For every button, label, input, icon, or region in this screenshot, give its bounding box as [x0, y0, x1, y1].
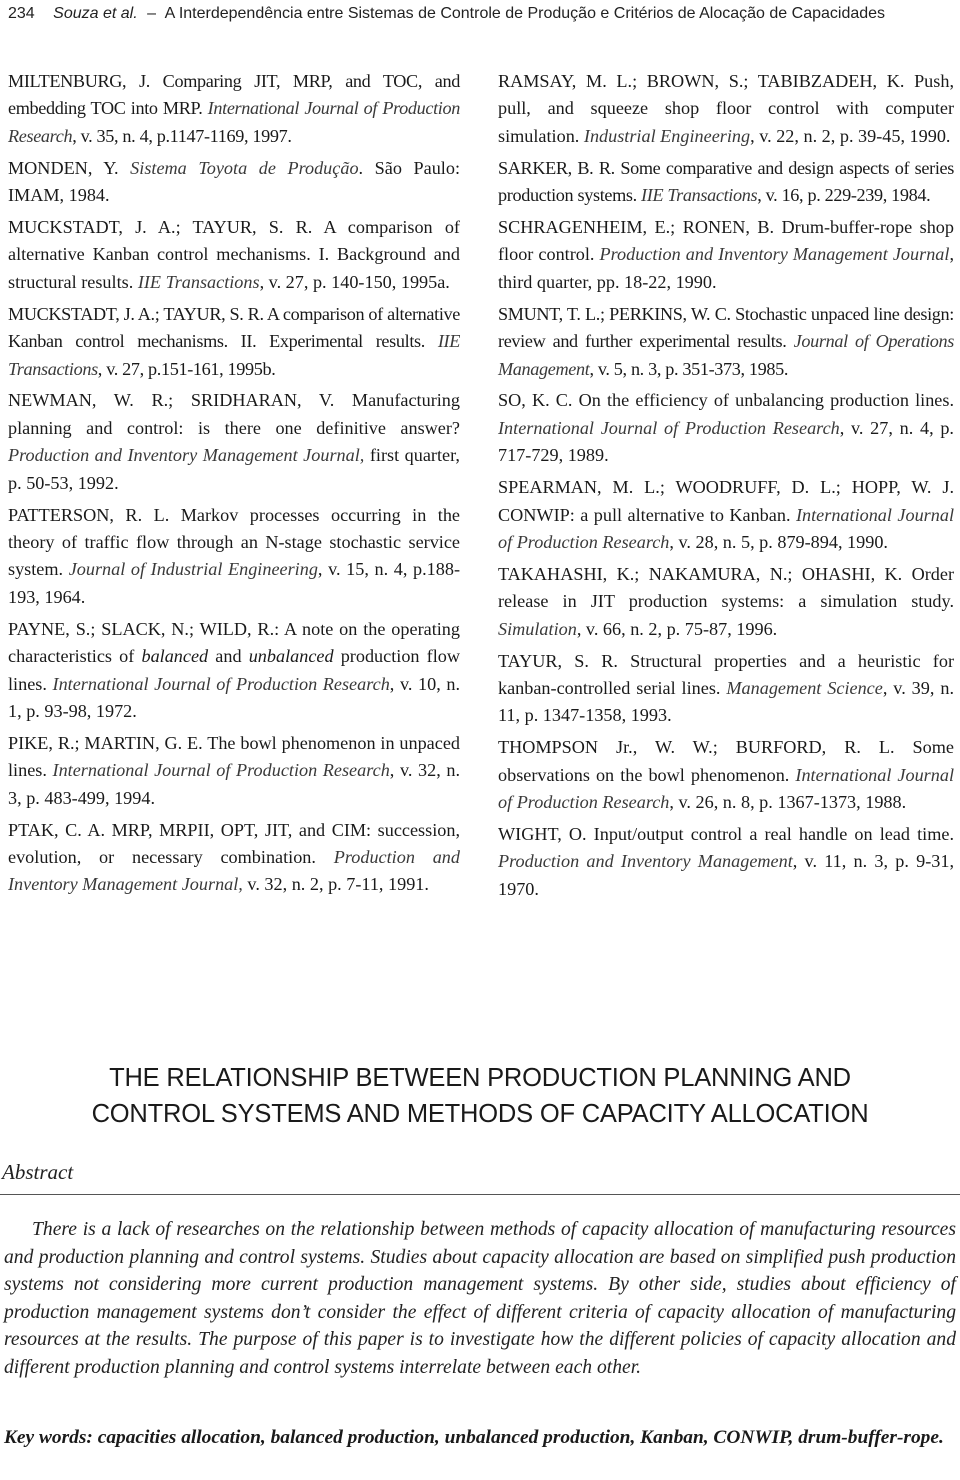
reference-emphasis: unbalanced — [248, 646, 334, 667]
reference-venue: Sistema Toyota de Produção — [130, 157, 359, 178]
reference-details: , v. 39, n. 11, p. 1347-1358, 1993. — [498, 678, 954, 726]
reference-venue: Production and Inventory Management — [498, 851, 793, 872]
reference-details: , v. 27, n. 4, p. 717-729, 1989. — [498, 417, 954, 466]
reference-item — [8, 68, 460, 150]
reference-details: , v. 15, n. 4, p.188-193, 1964. — [8, 559, 460, 607]
reference-venue: IIE Transactions — [641, 185, 758, 206]
reference-venue: IIE Transactions — [8, 331, 460, 379]
reference-details: , v. 35, n. 4, p.1147-1169, 1997. — [72, 125, 292, 146]
reference-details: , v. 66, n. 2, p. 75-87, 1996. — [576, 618, 778, 639]
reference-venue: International Journal of Production Research — [498, 504, 954, 552]
keywords-text: capacities allocation, balanced production, unbalanced production, Kanban, CONWIP, drum-buffer-rope. — [97, 1427, 944, 1448]
reference-details: , v. 27, p. 140-150, 1995a. — [259, 271, 450, 292]
reference-item — [498, 214, 954, 296]
keywords — [4, 1424, 960, 1451]
reference-item — [498, 301, 954, 383]
abstract-heading: Abstract — [2, 1160, 74, 1184]
references-left-column — [8, 68, 460, 903]
reference-text: SARKER, B. R. Some comparative and design aspects of series production systems. — [498, 157, 954, 206]
reference-item — [8, 616, 460, 726]
running-header — [8, 0, 960, 32]
reference-text: SO, K. C. On the efficiency of unbalancing production lines. — [498, 390, 954, 411]
reference-venue: International Journal of Production Research — [52, 760, 390, 781]
header-authors: Souza et al. — [53, 5, 138, 22]
reference-item — [498, 648, 954, 730]
reference-venue: IIE Transactions — [137, 271, 260, 292]
reference-text: WIGHT, O. Input/output control a real handle on lead time. — [498, 824, 954, 845]
page-number: 234 — [8, 5, 35, 22]
reference-venue: Production and Inventory Management Journal, — [8, 846, 460, 895]
reference-details: , third quarter, pp. 18-22, 1990. — [498, 244, 954, 292]
reference-venue: Production and Inventory Management Journal, — [8, 445, 365, 466]
reference-item — [498, 155, 954, 210]
reference-details: , v. 32, n. 3, p. 483-499, 1994. — [8, 760, 460, 808]
reference-text: and — [208, 646, 249, 667]
reference-item — [8, 502, 460, 612]
reference-emphasis: balanced — [141, 646, 209, 667]
reference-item — [498, 734, 954, 816]
reference-details: , v. 26, n. 8, p. 1367-1373, 1988. — [669, 792, 907, 813]
reference-text: PATTERSON, R. L. Markov processes occurring in the theory of traffic flow through an N-stage stochastic service system. — [8, 504, 460, 580]
abstract-divider — [0, 1194, 960, 1195]
reference-text: SPEARMAN, M. L.; WOODRUFF, D. L.; HOPP, W. J. CONWIP: a pull alternative to Kanban. — [498, 477, 954, 525]
reference-item — [8, 730, 460, 812]
reference-venue: International Journal of Production Research — [498, 417, 840, 438]
reference-text: MUCKSTADT, J. A.; TAYUR, S. R. A comparison of alternative Kanban control mechanisms. I. Background and structural results. — [8, 217, 460, 292]
reference-item — [498, 821, 954, 903]
reference-text: MUCKSTADT, J. A.; TAYUR, S. R. A comparison of alternative Kanban control mechanisms. II. Experimental results. — [8, 303, 460, 352]
reference-text: NEWMAN, W. R.; SRIDHARAN, V. Manufacturing planning and control: is there one definitive answer? — [8, 390, 460, 438]
reference-text: SCHRAGENHEIM, E.; RONEN, B. Drum-buffer-rope shop floor control. — [498, 217, 954, 265]
reference-item — [8, 301, 460, 383]
english-title-line: THE RELATIONSHIP BETWEEN PRODUCTION PLANNING AND — [109, 1064, 851, 1092]
reference-venue: Journal of Operations Management — [498, 331, 954, 379]
reference-venue: Industrial Engineering — [583, 125, 751, 146]
reference-item — [8, 214, 460, 296]
reference-details: , v. 10, n. 1, p. 93-98, 1972. — [8, 673, 460, 721]
reference-text: PTAK, C. A. MRP, MRPII, OPT, JIT, and CIM: succession, evolution, or necessary combination. — [8, 819, 460, 867]
reference-text: SMUNT, T. L.; PERKINS, W. C. Stochastic unpaced line design: review and further experimental results. — [498, 303, 954, 352]
reference-venue: International Journal of Production Research — [498, 764, 955, 813]
reference-details: . São Paulo: IMAM, 1984. — [8, 157, 460, 206]
reference-details: v. 32, n. 2, p. 7-11, 1991. — [242, 874, 429, 895]
english-title — [0, 1060, 960, 1132]
reference-item — [498, 68, 954, 150]
reference-text: PAYNE, S.; SLACK, N.; WILD, R.: A note on the operating characteristics of — [8, 618, 460, 667]
reference-details: , v. 22, n. 2, p. 39-45, 1990. — [750, 125, 951, 146]
reference-details: first quarter, p. 50-53, 1992. — [8, 445, 460, 493]
reference-details: , v. 27, p.151-161, 1995b. — [97, 358, 276, 379]
reference-item — [498, 561, 954, 643]
header-title: A Interdependência entre Sistemas de Controle de Produção e Critérios de Alocação de Capacidades — [164, 5, 886, 22]
reference-text: THOMPSON Jr., W. W.; BURFORD, R. L. Some observations on the bowl phenomenon. — [498, 737, 954, 785]
reference-details: , v. 11, n. 3, p. 9-31, 1970. — [498, 851, 954, 899]
reference-venue: Simulation — [498, 618, 577, 639]
reference-item — [498, 387, 954, 469]
reference-text: MONDEN, Y. — [8, 157, 131, 178]
reference-text: production flow lines. — [8, 646, 460, 694]
reference-item — [8, 387, 460, 497]
reference-item — [8, 817, 460, 899]
reference-venue: International Journal of Production Research — [52, 673, 390, 694]
reference-item — [8, 155, 460, 210]
reference-text: RAMSAY, M. L.; BROWN, S.; TABIBZADEH, K. Push, pull, and squeeze shop floor control with computer simulation. — [498, 71, 954, 146]
reference-details: , v. 28, n. 5, p. 879-894, 1990. — [669, 532, 888, 552]
keywords-label: Key words: — [4, 1427, 93, 1448]
reference-text: MILTENBURG, J. Comparing JIT, MRP, and TOC, and embedding TOC into MRP. — [8, 71, 460, 119]
reference-venue: Production and Inventory Management Journal — [599, 244, 950, 265]
header-separator: – — [147, 5, 157, 22]
reference-item — [498, 474, 954, 556]
reference-venue: Management Science — [726, 678, 883, 699]
reference-text: PIKE, R.; MARTIN, G. E. The bowl phenomenon in unpaced lines. — [8, 732, 460, 781]
english-title-line: CONTROL SYSTEMS AND METHODS OF CAPACITY ALLOCATION — [91, 1100, 869, 1128]
abstract-text: There is a lack of researches on the relationship between methods of capacity allocation of manufacturing resources and production planning and control systems. Studies about capacity allocation are based on simplified push production systems not considering more current production management systems. By other side, studies about efficiency of production management systems don’t consider the effect of different criteria of capacity allocation of manufacturing resources at the results. The purpose of this paper is to investigate how the different policies of capacity allocation and different production planning and control systems interrelate between each other. — [4, 1219, 956, 1378]
references-right-column — [498, 68, 954, 908]
reference-details: , v. 16, p. 229-239, 1984. — [757, 185, 931, 206]
reference-venue: Journal of Industrial Engineering — [68, 559, 318, 580]
reference-text: TAKAHASHI, K.; NAKAMURA, N.; OHASHI, K. Order release in JIT production systems: a simulation study. — [498, 563, 954, 612]
reference-details: , v. 5, n. 3, p. 351-373, 1985. — [589, 358, 789, 379]
reference-venue: International Journal of Production Research — [8, 98, 461, 146]
reference-text: TAYUR, S. R. Structural properties and a heuristic for kanban-controlled serial lines. — [498, 650, 954, 699]
